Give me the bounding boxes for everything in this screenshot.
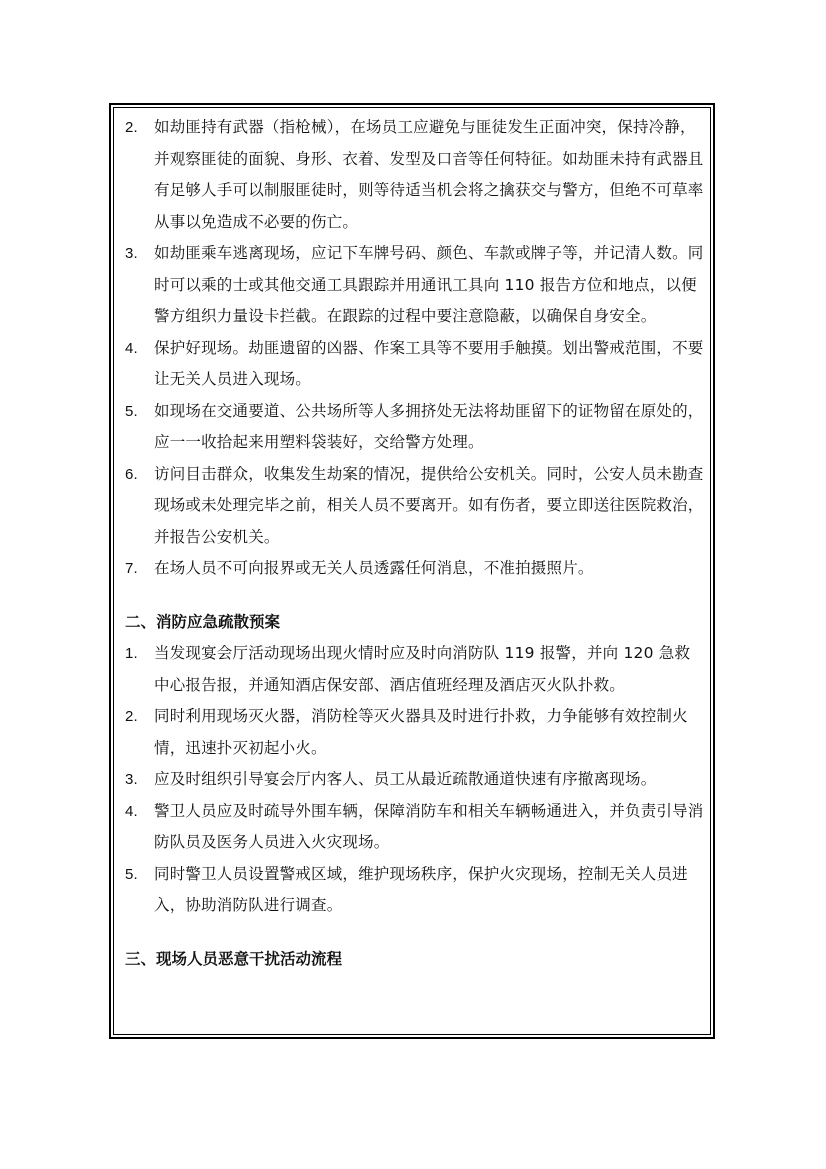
- list-item: [114, 701, 712, 764]
- item-number: 4.: [125, 339, 138, 357]
- item-number: 6.: [125, 465, 138, 483]
- item-text: 保护好现场。劫匪遗留的凶器、作案工具等不要用手触摸。划出警戒范围，不要让无关人员进入现场。: [154, 338, 704, 388]
- item-text: 如劫匪持有武器（指枪械），在场员工应避免与匪徒发生正面冲突，保持冷静，并观察匪徒的面貌、身形、衣着、发型及口音等任何特征。如劫匪未持有武器且有足够人手可以制服匪徒时，则等待适当机会将之擒获交与警方，但绝不可草率从事以免造成不必要的伤亡。: [154, 118, 704, 231]
- list-item: [114, 859, 712, 922]
- item-text: 在场人员不可向报界或无关人员透露任何消息，不准拍摄照片。: [154, 559, 594, 577]
- section-heading-disruption: 三、现场人员恶意干扰活动流程: [125, 949, 343, 968]
- section-spacer: [114, 585, 712, 607]
- item-number: 2.: [125, 708, 138, 725]
- list-item: [114, 764, 712, 796]
- item-number: 7.: [125, 560, 138, 577]
- item-number: 3.: [125, 771, 138, 788]
- list-item: [114, 638, 712, 701]
- list-item: [114, 796, 712, 859]
- item-text: 应及时组织引导宴会厅内客人、员工从最近疏散通道快速有序撤离现场。: [154, 770, 657, 788]
- item-text: 当发现宴会厅活动现场出现火情时应及时向消防队 119 报警，并向 120 急救 中心报告报，并通知酒店保安部、酒店值班经理及酒店灭火队扑救。: [154, 644, 691, 694]
- section-spacer: [114, 922, 712, 944]
- item-text: 警卫人员应及时疏导外围车辆，保障消防车和相关车辆畅通进入，并负责引导消防队员及医务人员进入火灾现场。: [154, 801, 704, 851]
- list-item: [114, 333, 712, 396]
- item-number: 2.: [125, 119, 138, 136]
- item-number: 4.: [125, 802, 138, 820]
- section-heading-fire: 二、消防应急疏散预案: [125, 612, 281, 631]
- list-item: [114, 553, 712, 585]
- list-item: [114, 396, 712, 459]
- item-number: 5.: [125, 402, 138, 420]
- item-number: 1.: [125, 645, 138, 662]
- item-number: 5.: [125, 865, 138, 883]
- list-item: [114, 238, 712, 333]
- item-text: 同时利用现场灭火器，消防栓等灭火器具及时进行扑救，力争能够有效控制火情，迅速扑灭初起小火。: [154, 707, 688, 757]
- list-item: [114, 459, 712, 554]
- item-text: 如现场在交通要道、公共场所等人多拥挤处无法将劫匪留下的证物留在原处的，应一一收拾起来用塑料袋装好，交给警方处理。: [154, 401, 704, 451]
- document-content: [114, 112, 712, 975]
- item-text: 如劫匪乘车逃离现场，应记下车牌号码、颜色、车款或牌子等，并记清人数。同时可以乘的士或其他交通工具跟踪并用通讯工具向 110 报告方位和地点，以便警方组织力量设卡拦截。在跟踪的过程中要注意隐蔽，以确保自身安全。: [154, 244, 704, 325]
- list-item: [114, 112, 712, 238]
- item-number: 3.: [125, 245, 138, 262]
- item-text: 同时警卫人员设置警戒区域，维护现场秩序，保护火灾现场，控制无关人员进入，协助消防队进行调查。: [154, 864, 688, 914]
- item-text: 访问目击群众，收集发生劫案的情况，提供给公安机关。同时，公安人员未勘查现场或未处理完毕之前，相关人员不要离开。如有伤者，要立即送往医院救治，并报告公安机关。: [154, 464, 704, 546]
